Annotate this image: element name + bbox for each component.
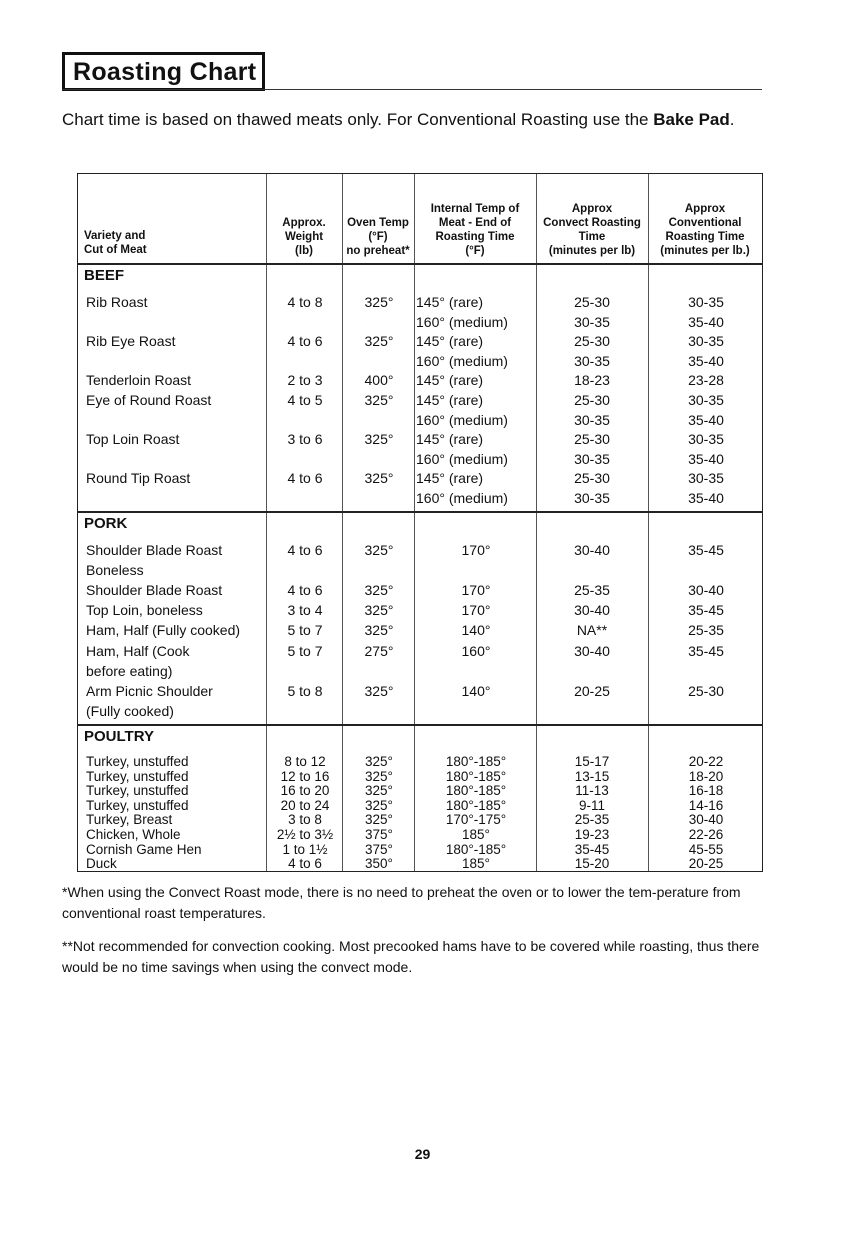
internal-temp: 185°	[462, 856, 490, 872]
internal-temp: 140°	[461, 682, 491, 699]
weight: 5 to 7	[287, 622, 323, 639]
table-row	[78, 643, 762, 660]
table-row	[78, 294, 762, 311]
cut-name: Turkey, unstuffed	[86, 797, 189, 813]
table-row	[78, 431, 762, 448]
weight: 4 to 6	[288, 856, 322, 872]
cut-name: Shoulder Blade Roast	[86, 542, 223, 558]
weight: 4 to 8	[287, 294, 323, 310]
page-title: Roasting Chart	[62, 52, 265, 91]
intro-text	[62, 108, 782, 132]
oven-temp: 325°	[365, 783, 393, 799]
cut-name: Tenderloin Roast	[86, 372, 192, 389]
internal-temp: 170°	[461, 582, 491, 599]
conventional-time: 30-35	[688, 470, 724, 487]
cut-name: Arm Picnic Shoulder	[86, 682, 213, 699]
section-rule	[78, 724, 762, 726]
internal-temp: 180°-185°	[445, 783, 507, 799]
oven-temp: 325°	[365, 768, 393, 784]
weight: 4 to 6	[287, 470, 323, 487]
oven-temp: 375°	[365, 841, 393, 857]
table-row	[78, 582, 762, 599]
conventional-time: 22-26	[688, 827, 724, 842]
conventional-time: 35-45	[688, 642, 724, 659]
convect-time: 30-35	[574, 490, 610, 506]
roasting-chart-table	[77, 173, 763, 872]
weight: 3 to 4	[287, 602, 323, 619]
conventional-time: 35-40	[688, 313, 724, 330]
oven-temp: 350°	[365, 856, 393, 872]
cut-name: Chicken, Whole	[86, 827, 181, 842]
conventional-time: 25-35	[688, 622, 724, 639]
internal-temp: 145° (rare)	[416, 333, 484, 350]
weight: 5 to 8	[287, 682, 323, 699]
header-internal-temp: Internal Temp of Meat - End of Roasting Time (°F)	[430, 203, 520, 257]
oven-temp: 325°	[364, 294, 394, 310]
header-conventional-time: Approx Conventional Roasting Time (minutes per lb.)	[660, 203, 750, 257]
weight: 4 to 6	[287, 542, 323, 558]
convect-time: 19-23	[574, 827, 610, 842]
internal-temp: 160° (medium)	[416, 313, 508, 330]
weight: 4 to 6	[287, 333, 323, 350]
convect-time: 25-30	[574, 431, 610, 448]
table-row	[78, 451, 762, 468]
oven-temp: 325°	[364, 602, 394, 619]
section-poultry: POULTRY	[84, 728, 154, 745]
oven-temp: 325°	[364, 582, 394, 599]
convect-time: 25-30	[574, 470, 610, 487]
convect-time: NA**	[576, 622, 608, 639]
cut-name: Turkey, unstuffed	[86, 754, 189, 769]
convect-time: 30-40	[574, 642, 610, 659]
convect-time: 30-40	[574, 602, 610, 619]
table-row	[78, 412, 762, 429]
internal-temp: 160°	[461, 642, 491, 659]
table-row	[78, 392, 762, 409]
internal-temp: 145° (rare)	[416, 392, 484, 408]
convect-time: 13-15	[574, 768, 610, 784]
intro-bold: Bake Pad	[653, 110, 730, 129]
conventional-time: 18-20	[688, 768, 724, 784]
header-variety: Variety and Cut of Meat	[84, 230, 147, 256]
cut-name: before eating)	[86, 662, 173, 679]
title-rule	[62, 89, 762, 90]
internal-temp: 145° (rare)	[416, 294, 484, 310]
cut-name: Cornish Game Hen	[86, 841, 202, 857]
conventional-time: 35-40	[688, 450, 724, 467]
weight: 20 to 24	[280, 797, 330, 813]
conventional-time: 20-25	[688, 856, 724, 872]
cut-name: Round Tip Roast	[86, 470, 191, 487]
oven-temp: 325°	[364, 682, 394, 699]
page-number: 29	[414, 1146, 431, 1162]
cut-name: Ham, Half (Cook	[86, 642, 190, 659]
table-row	[78, 542, 762, 559]
internal-temp: 170°	[461, 602, 491, 619]
table-row	[78, 602, 762, 619]
table-row	[78, 490, 762, 507]
table-row	[78, 562, 762, 579]
table-row	[78, 663, 762, 680]
convect-time: 15-17	[574, 754, 610, 769]
internal-temp: 160° (medium)	[416, 450, 508, 467]
section-pork: PORK	[84, 515, 128, 532]
weight: 12 to 16	[280, 768, 330, 784]
table-row	[78, 703, 762, 720]
oven-temp: 325°	[364, 470, 394, 487]
convect-time: 30-35	[574, 411, 610, 428]
intro-end: .	[729, 110, 735, 129]
cut-name: Rib Roast	[86, 294, 148, 310]
internal-temp: 145° (rare)	[416, 431, 484, 448]
internal-temp: 140°	[461, 622, 491, 639]
convect-time: 25-35	[574, 582, 610, 599]
weight: 2 to 3	[287, 372, 323, 389]
internal-temp: 180°-185°	[445, 754, 507, 769]
convect-time: 25-30	[574, 333, 610, 350]
oven-temp: 375°	[365, 827, 393, 842]
convect-time: 25-35	[574, 812, 610, 828]
table-row	[78, 353, 762, 370]
internal-temp: 180°-185°	[445, 797, 507, 813]
convect-time: 30-35	[574, 450, 610, 467]
cut-name: Ham, Half (Fully cooked)	[86, 622, 241, 639]
weight: 3 to 6	[287, 431, 323, 448]
section-rule	[78, 511, 762, 513]
table-row	[78, 314, 762, 331]
header-oven-temp: Oven Temp (°F) no preheat*	[346, 217, 410, 257]
table-row	[78, 622, 762, 639]
convect-time: 25-30	[574, 294, 610, 310]
oven-temp: 325°	[364, 431, 394, 448]
convect-time: 30-40	[574, 542, 610, 558]
cut-name: Boneless	[86, 562, 144, 579]
conventional-time: 30-35	[688, 294, 724, 310]
conventional-time: 35-45	[688, 542, 724, 558]
internal-temp: 185°	[462, 827, 490, 842]
header-weight: Approx. Weight (lb)	[282, 217, 326, 257]
weight: 4 to 5	[287, 392, 323, 408]
conventional-time: 35-40	[688, 352, 724, 369]
table-row	[78, 683, 762, 700]
cut-name: Duck	[86, 856, 117, 872]
cut-name: Turkey, unstuffed	[86, 783, 189, 799]
convect-time: 15-20	[574, 856, 610, 872]
conventional-time: 30-40	[688, 582, 724, 599]
conventional-time: 35-40	[688, 490, 724, 506]
oven-temp: 325°	[364, 542, 394, 558]
table-row	[78, 855, 762, 872]
oven-temp: 275°	[364, 642, 394, 659]
oven-temp: 325°	[364, 392, 394, 408]
convect-time: 18-23	[574, 372, 610, 389]
convect-time: 35-45	[574, 841, 610, 857]
weight: 3 to 8	[288, 812, 322, 828]
weight: 2½ to 3½	[276, 827, 334, 842]
weight: 16 to 20	[280, 783, 330, 799]
oven-temp: 325°	[365, 797, 393, 813]
cut-name: Rib Eye Roast	[86, 333, 176, 350]
internal-temp: 160° (medium)	[416, 352, 508, 369]
conventional-time: 20-22	[688, 754, 724, 769]
internal-temp: 145° (rare)	[416, 470, 484, 487]
oven-temp: 400°	[364, 372, 394, 389]
weight: 5 to 7	[287, 642, 323, 659]
weight: 1 to 1½	[282, 841, 328, 857]
conventional-time: 35-40	[688, 411, 724, 428]
oven-temp: 325°	[365, 812, 393, 828]
internal-temp: 180°-185°	[445, 768, 507, 784]
weight: 4 to 6	[287, 582, 323, 599]
cut-name: (Fully cooked)	[86, 702, 174, 719]
cut-name: Top Loin, boneless	[86, 602, 203, 619]
header-convect-time: Approx Convect Roasting Time (minutes per lb)	[543, 203, 641, 257]
convect-time: 9-11	[578, 797, 606, 813]
internal-temp: 160° (medium)	[416, 411, 508, 428]
conventional-time: 23-28	[688, 372, 724, 389]
header-rule	[78, 263, 762, 265]
convect-time: 30-35	[574, 313, 610, 330]
cut-name: Eye of Round Roast	[86, 392, 212, 408]
cut-name: Turkey, Breast	[86, 812, 173, 828]
footnote-not-recommended: **Not recommended for convection cooking. Most precooked hams have to be covered while roasting, thus there would be no time savings when using the convect mode.	[62, 938, 760, 975]
footnote-preheat: *When using the Convect Roast mode, there is no need to preheat the oven or to lower the tem-perature from conventional roast temperatures.	[62, 884, 741, 921]
table-row	[78, 333, 762, 350]
cut-name: Top Loin Roast	[86, 431, 180, 448]
section-beef: BEEF	[84, 267, 125, 284]
internal-temp: 170°	[461, 542, 491, 558]
convect-time: 20-25	[574, 682, 610, 699]
conventional-time: 30-40	[688, 812, 724, 828]
conventional-time: 16-18	[688, 783, 724, 799]
convect-time: 11-13	[575, 783, 609, 799]
table-row	[78, 470, 762, 487]
oven-temp: 325°	[364, 333, 394, 350]
internal-temp: 160° (medium)	[416, 490, 508, 506]
oven-temp: 325°	[365, 754, 393, 769]
weight: 8 to 12	[284, 754, 326, 769]
intro-main: Chart time is based on thawed meats only. For Conventional Roasting use the	[62, 110, 654, 129]
convect-time: 25-30	[574, 392, 610, 408]
cut-name: Shoulder Blade Roast	[86, 582, 223, 599]
conventional-time: 30-35	[688, 392, 724, 408]
convect-time: 30-35	[574, 352, 610, 369]
internal-temp: 170°-175°	[445, 812, 507, 828]
cut-name: Turkey, unstuffed	[86, 768, 189, 784]
conventional-time: 25-30	[688, 682, 724, 699]
conventional-time: 30-35	[688, 333, 724, 350]
conventional-time: 35-45	[688, 602, 724, 619]
conventional-time: 14-16	[688, 797, 724, 813]
oven-temp: 325°	[364, 622, 394, 639]
conventional-time: 30-35	[688, 431, 724, 448]
conventional-time: 45-55	[688, 841, 724, 857]
table-row	[78, 372, 762, 389]
internal-temp: 145° (rare)	[416, 372, 484, 389]
internal-temp: 180°-185°	[445, 841, 507, 857]
